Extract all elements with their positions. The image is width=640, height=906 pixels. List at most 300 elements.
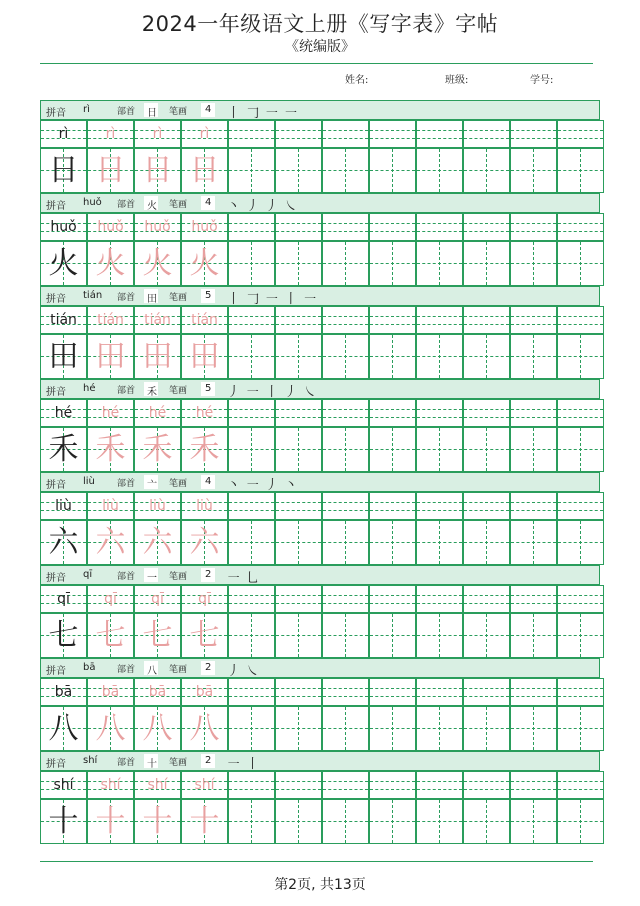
strokes-label: 笔画 bbox=[169, 479, 188, 489]
entry-header bbox=[40, 193, 600, 213]
writing-cell bbox=[40, 241, 87, 286]
writing-cell[interactable] bbox=[510, 148, 557, 193]
character-entry bbox=[40, 565, 600, 658]
trace-character: 禾 bbox=[189, 432, 220, 467]
pinyin-cell[interactable] bbox=[369, 585, 416, 613]
writing-cell bbox=[134, 706, 181, 751]
pinyin-cell[interactable] bbox=[463, 771, 510, 799]
writing-cell[interactable] bbox=[369, 613, 416, 658]
pinyin-cell[interactable] bbox=[228, 213, 275, 241]
pinyin-cell bbox=[40, 213, 87, 241]
character-entry bbox=[40, 658, 600, 751]
trace-character: 六 bbox=[95, 525, 126, 560]
trace-character: 七 bbox=[95, 618, 126, 653]
writing-cell[interactable] bbox=[275, 613, 322, 658]
writing-cell[interactable] bbox=[510, 427, 557, 472]
character-entry bbox=[40, 751, 600, 844]
pinyin-cell bbox=[40, 492, 87, 520]
writing-cell[interactable] bbox=[557, 706, 604, 751]
writing-cell bbox=[87, 334, 134, 379]
trace-pinyin: qī bbox=[151, 591, 164, 607]
entry-pinyin: liù bbox=[83, 476, 95, 487]
trace-pinyin: huǒ bbox=[97, 219, 124, 235]
pinyin-cell[interactable] bbox=[510, 492, 557, 520]
trace-pinyin: rì bbox=[152, 126, 163, 142]
pinyin-cell[interactable] bbox=[557, 492, 604, 520]
pinyin-cell[interactable] bbox=[275, 771, 322, 799]
strokes-label: 笔画 bbox=[169, 758, 188, 768]
pinyin-cell[interactable] bbox=[369, 120, 416, 148]
radical-label: 部首 bbox=[117, 479, 136, 489]
writing-cell[interactable] bbox=[228, 148, 275, 193]
pinyin-cell[interactable] bbox=[557, 399, 604, 427]
pinyin-cell bbox=[40, 678, 87, 706]
pinyin-cell[interactable] bbox=[416, 585, 463, 613]
pinyin-label: 拼音 bbox=[46, 294, 66, 305]
pinyin-cell[interactable] bbox=[228, 120, 275, 148]
trace-character: 十 bbox=[95, 804, 126, 839]
stroke-order: 丶 丿 丿 ㇏ bbox=[227, 199, 299, 214]
pinyin-cell[interactable] bbox=[228, 678, 275, 706]
pinyin-cell[interactable] bbox=[369, 306, 416, 334]
pinyin-cell[interactable] bbox=[275, 678, 322, 706]
trace-pinyin: qī bbox=[198, 591, 211, 607]
trace-pinyin: hé bbox=[195, 405, 214, 421]
pinyin-cell bbox=[181, 399, 228, 427]
pinyin-cell[interactable] bbox=[369, 399, 416, 427]
stroke-order: 丿 ㇏ bbox=[227, 664, 261, 679]
pinyin-label: 拼音 bbox=[46, 201, 66, 212]
stroke-order: 丿 ㇐ 丨 丿 ㇏ bbox=[227, 385, 318, 400]
trace-character: 八 bbox=[95, 711, 126, 746]
writing-cell[interactable] bbox=[369, 427, 416, 472]
pinyin-label: 拼音 bbox=[46, 759, 66, 770]
pinyin-cell[interactable] bbox=[510, 585, 557, 613]
writing-cell bbox=[87, 799, 134, 844]
writing-cell bbox=[40, 148, 87, 193]
writing-cell[interactable] bbox=[275, 520, 322, 565]
model-character: 田 bbox=[48, 339, 79, 374]
pinyin-cell bbox=[87, 399, 134, 427]
pinyin-cell[interactable] bbox=[416, 120, 463, 148]
pinyin-cell bbox=[134, 771, 181, 799]
writing-cell bbox=[181, 334, 228, 379]
writing-cell[interactable] bbox=[557, 799, 604, 844]
trace-character: 日 bbox=[95, 153, 126, 188]
pinyin-cell[interactable] bbox=[557, 120, 604, 148]
pinyin-cell bbox=[134, 678, 181, 706]
trace-pinyin: bā bbox=[101, 684, 120, 700]
entry-radical: 八 bbox=[147, 666, 157, 677]
pinyin-cell[interactable] bbox=[322, 306, 369, 334]
pinyin-cell bbox=[181, 213, 228, 241]
writing-cell[interactable] bbox=[228, 427, 275, 472]
pinyin-cell[interactable] bbox=[228, 492, 275, 520]
writing-cell[interactable] bbox=[228, 799, 275, 844]
class-label: 班级: bbox=[445, 75, 469, 86]
pinyin-cell[interactable] bbox=[275, 213, 322, 241]
entry-stroke-count: 5 bbox=[205, 383, 212, 394]
entry-pinyin: huǒ bbox=[83, 197, 102, 208]
writing-cell[interactable] bbox=[228, 520, 275, 565]
writing-cell[interactable] bbox=[463, 427, 510, 472]
entry-stroke-count: 2 bbox=[205, 662, 212, 673]
writing-cell[interactable] bbox=[416, 706, 463, 751]
writing-cell[interactable] bbox=[228, 706, 275, 751]
writing-cell[interactable] bbox=[322, 520, 369, 565]
entry-pinyin: hé bbox=[83, 383, 96, 394]
strokes-label: 笔画 bbox=[169, 293, 188, 303]
trace-character: 十 bbox=[189, 804, 220, 839]
pinyin-cell[interactable] bbox=[322, 399, 369, 427]
trace-pinyin: bā bbox=[148, 684, 167, 700]
writing-cell bbox=[134, 241, 181, 286]
writing-cell bbox=[134, 520, 181, 565]
pinyin-cell bbox=[40, 120, 87, 148]
entry-header bbox=[40, 751, 600, 771]
pinyin-cell bbox=[87, 492, 134, 520]
trace-pinyin: liù bbox=[102, 498, 119, 514]
writing-cell[interactable] bbox=[557, 334, 604, 379]
pinyin-cell[interactable] bbox=[557, 585, 604, 613]
pinyin-cell bbox=[87, 306, 134, 334]
entry-header bbox=[40, 286, 600, 306]
pinyin-label: 拼音 bbox=[46, 480, 66, 491]
pinyin-cell[interactable] bbox=[322, 771, 369, 799]
writing-cell bbox=[134, 427, 181, 472]
trace-character: 火 bbox=[142, 246, 173, 281]
trace-character: 禾 bbox=[142, 432, 173, 467]
entry-pinyin: qī bbox=[83, 569, 93, 580]
entry-pinyin: shí bbox=[83, 755, 98, 766]
pinyin-cell[interactable] bbox=[322, 678, 369, 706]
pinyin-cell[interactable] bbox=[416, 771, 463, 799]
writing-cell[interactable] bbox=[463, 241, 510, 286]
writing-cell[interactable] bbox=[322, 334, 369, 379]
trace-character: 田 bbox=[142, 339, 173, 374]
model-character: 日 bbox=[48, 153, 79, 188]
entry-header bbox=[40, 565, 600, 585]
entry-stroke-count: 4 bbox=[205, 104, 212, 115]
pinyin-label: 拼音 bbox=[46, 573, 66, 584]
model-pinyin: liù bbox=[55, 498, 72, 514]
writing-cell[interactable] bbox=[416, 241, 463, 286]
strokes-label: 笔画 bbox=[169, 200, 188, 210]
trace-character: 火 bbox=[189, 246, 220, 281]
trace-pinyin: hé bbox=[148, 405, 167, 421]
pinyin-cell[interactable] bbox=[275, 306, 322, 334]
writing-cell[interactable] bbox=[510, 241, 557, 286]
writing-cell bbox=[181, 520, 228, 565]
writing-cell[interactable] bbox=[322, 148, 369, 193]
pinyin-cell bbox=[134, 492, 181, 520]
entry-stroke-count: 4 bbox=[205, 197, 212, 208]
model-character: 六 bbox=[48, 525, 79, 560]
pinyin-cell[interactable] bbox=[557, 306, 604, 334]
writing-cell[interactable] bbox=[275, 334, 322, 379]
pinyin-cell[interactable] bbox=[275, 492, 322, 520]
pinyin-cell[interactable] bbox=[463, 213, 510, 241]
pinyin-cell bbox=[40, 585, 87, 613]
writing-cell[interactable] bbox=[463, 706, 510, 751]
stroke-order: ㇐ 乚 bbox=[227, 571, 261, 586]
character-entry bbox=[40, 472, 600, 565]
writing-cell[interactable] bbox=[369, 799, 416, 844]
entry-radical: 日 bbox=[147, 108, 157, 119]
radical-label: 部首 bbox=[117, 293, 136, 303]
pinyin-cell[interactable] bbox=[510, 399, 557, 427]
character-entry bbox=[40, 100, 600, 193]
pinyin-cell[interactable] bbox=[463, 678, 510, 706]
trace-pinyin: shí bbox=[100, 777, 121, 793]
writing-cell bbox=[134, 613, 181, 658]
trace-pinyin: huǒ bbox=[144, 219, 171, 235]
writing-cell[interactable] bbox=[275, 706, 322, 751]
pinyin-cell[interactable] bbox=[322, 585, 369, 613]
pinyin-cell[interactable] bbox=[369, 678, 416, 706]
pinyin-cell[interactable] bbox=[275, 399, 322, 427]
pinyin-cell bbox=[181, 306, 228, 334]
trace-pinyin: rì bbox=[199, 126, 210, 142]
pinyin-cell[interactable] bbox=[463, 399, 510, 427]
writing-cell[interactable] bbox=[228, 241, 275, 286]
stroke-order: ㇐ 丨 bbox=[227, 757, 261, 772]
writing-cell[interactable] bbox=[463, 334, 510, 379]
trace-character: 田 bbox=[189, 339, 220, 374]
pinyin-cell bbox=[40, 771, 87, 799]
writing-cell[interactable] bbox=[416, 427, 463, 472]
writing-cell bbox=[181, 706, 228, 751]
trace-character: 六 bbox=[142, 525, 173, 560]
pinyin-cell[interactable] bbox=[275, 585, 322, 613]
pinyin-cell[interactable] bbox=[228, 399, 275, 427]
entry-stroke-count: 5 bbox=[205, 290, 212, 301]
pinyin-label: 拼音 bbox=[46, 387, 66, 398]
writing-cell bbox=[87, 613, 134, 658]
pinyin-cell bbox=[40, 399, 87, 427]
writing-cell[interactable] bbox=[557, 520, 604, 565]
radical-label: 部首 bbox=[117, 758, 136, 768]
character-entry bbox=[40, 286, 600, 379]
pinyin-cell[interactable] bbox=[510, 306, 557, 334]
pinyin-cell[interactable] bbox=[416, 492, 463, 520]
pinyin-cell bbox=[134, 399, 181, 427]
writing-cell[interactable] bbox=[275, 799, 322, 844]
pinyin-cell[interactable] bbox=[557, 678, 604, 706]
writing-cell[interactable] bbox=[369, 520, 416, 565]
entry-radical: 禾 bbox=[147, 387, 157, 398]
pinyin-cell bbox=[181, 678, 228, 706]
strokes-label: 笔画 bbox=[169, 572, 188, 582]
pinyin-cell bbox=[87, 678, 134, 706]
writing-cell[interactable] bbox=[510, 520, 557, 565]
trace-character: 八 bbox=[142, 711, 173, 746]
writing-cell[interactable] bbox=[322, 241, 369, 286]
writing-cell bbox=[87, 148, 134, 193]
writing-cell bbox=[87, 520, 134, 565]
writing-cell bbox=[87, 241, 134, 286]
pinyin-cell[interactable] bbox=[322, 120, 369, 148]
entry-header bbox=[40, 100, 600, 120]
model-character: 七 bbox=[48, 618, 79, 653]
writing-cell bbox=[181, 799, 228, 844]
pinyin-cell bbox=[181, 120, 228, 148]
writing-cell[interactable] bbox=[369, 148, 416, 193]
writing-cell[interactable] bbox=[275, 148, 322, 193]
entry-stroke-count: 4 bbox=[205, 476, 212, 487]
writing-cell bbox=[87, 706, 134, 751]
pinyin-cell[interactable] bbox=[416, 678, 463, 706]
pinyin-cell[interactable] bbox=[275, 120, 322, 148]
strokes-label: 笔画 bbox=[169, 386, 188, 396]
writing-cell[interactable] bbox=[463, 613, 510, 658]
entry-radical: 亠 bbox=[147, 480, 157, 491]
pinyin-cell[interactable] bbox=[416, 399, 463, 427]
writing-cell[interactable] bbox=[416, 799, 463, 844]
pinyin-cell[interactable] bbox=[557, 771, 604, 799]
writing-cell[interactable] bbox=[463, 148, 510, 193]
entry-stroke-count: 2 bbox=[205, 569, 212, 580]
trace-pinyin: shí bbox=[194, 777, 215, 793]
page-title: 2024一年级语文上册《写字表》字帖 bbox=[141, 12, 499, 36]
pinyin-label: 拼音 bbox=[46, 666, 66, 677]
pinyin-cell[interactable] bbox=[228, 771, 275, 799]
writing-cell[interactable] bbox=[416, 613, 463, 658]
model-pinyin: huǒ bbox=[50, 219, 77, 235]
trace-character: 田 bbox=[95, 339, 126, 374]
pinyin-cell bbox=[181, 585, 228, 613]
practice-sheet bbox=[40, 100, 600, 844]
trace-pinyin: huǒ bbox=[191, 219, 218, 235]
trace-character: 火 bbox=[95, 246, 126, 281]
stroke-order: 丶 ㇐ 丿 丶 bbox=[227, 478, 299, 493]
writing-cell[interactable] bbox=[322, 427, 369, 472]
entry-header bbox=[40, 379, 600, 399]
pinyin-cell bbox=[134, 585, 181, 613]
model-pinyin: rì bbox=[58, 126, 69, 142]
writing-cell bbox=[134, 148, 181, 193]
writing-cell[interactable] bbox=[369, 241, 416, 286]
strokes-label: 笔画 bbox=[169, 107, 188, 117]
pinyin-cell[interactable] bbox=[416, 306, 463, 334]
page-number: 第2页, 共13页 bbox=[274, 877, 366, 893]
pinyin-cell[interactable] bbox=[510, 213, 557, 241]
pinyin-cell[interactable] bbox=[510, 771, 557, 799]
writing-cell[interactable] bbox=[416, 148, 463, 193]
trace-pinyin: tián bbox=[144, 312, 171, 328]
pinyin-cell[interactable] bbox=[463, 492, 510, 520]
writing-cell bbox=[40, 613, 87, 658]
model-pinyin: tián bbox=[50, 312, 77, 328]
pinyin-cell[interactable] bbox=[228, 306, 275, 334]
pinyin-cell bbox=[181, 771, 228, 799]
pinyin-cell[interactable] bbox=[463, 306, 510, 334]
pinyin-cell bbox=[181, 492, 228, 520]
writing-cell[interactable] bbox=[557, 148, 604, 193]
model-character: 八 bbox=[48, 711, 79, 746]
top-divider bbox=[40, 63, 593, 64]
writing-cell[interactable] bbox=[510, 613, 557, 658]
writing-cell[interactable] bbox=[228, 334, 275, 379]
pinyin-cell[interactable] bbox=[322, 492, 369, 520]
stroke-order: 丨 𠃌 ㇐ 丨 ㇐ bbox=[227, 292, 318, 307]
writing-cell[interactable] bbox=[228, 613, 275, 658]
pinyin-cell bbox=[87, 213, 134, 241]
writing-cell[interactable] bbox=[557, 613, 604, 658]
writing-cell bbox=[87, 427, 134, 472]
writing-cell[interactable] bbox=[510, 799, 557, 844]
radical-label: 部首 bbox=[117, 665, 136, 675]
entry-radical: 田 bbox=[147, 294, 157, 305]
pinyin-cell[interactable] bbox=[228, 585, 275, 613]
trace-character: 七 bbox=[142, 618, 173, 653]
pinyin-cell[interactable] bbox=[510, 678, 557, 706]
writing-cell bbox=[40, 520, 87, 565]
stroke-order: 丨 𠃌 ㇐ ㇐ bbox=[227, 106, 299, 121]
radical-label: 部首 bbox=[117, 107, 136, 117]
writing-cell[interactable] bbox=[416, 334, 463, 379]
entry-radical: 十 bbox=[147, 759, 157, 770]
writing-cell[interactable] bbox=[322, 706, 369, 751]
radical-label: 部首 bbox=[117, 386, 136, 396]
writing-cell bbox=[181, 148, 228, 193]
trace-pinyin: bā bbox=[195, 684, 214, 700]
trace-character: 十 bbox=[142, 804, 173, 839]
writing-cell bbox=[40, 706, 87, 751]
writing-cell[interactable] bbox=[463, 520, 510, 565]
trace-character: 禾 bbox=[95, 432, 126, 467]
writing-cell[interactable] bbox=[322, 613, 369, 658]
writing-cell bbox=[40, 427, 87, 472]
writing-cell[interactable] bbox=[416, 520, 463, 565]
trace-pinyin: rì bbox=[105, 126, 116, 142]
pinyin-label: 拼音 bbox=[46, 108, 66, 119]
bottom-divider bbox=[40, 861, 593, 862]
pinyin-cell[interactable] bbox=[369, 492, 416, 520]
writing-cell[interactable] bbox=[275, 427, 322, 472]
pinyin-cell[interactable] bbox=[463, 120, 510, 148]
pinyin-cell[interactable] bbox=[463, 585, 510, 613]
radical-label: 部首 bbox=[117, 572, 136, 582]
pinyin-cell[interactable] bbox=[510, 120, 557, 148]
pinyin-cell bbox=[134, 213, 181, 241]
trace-pinyin: qī bbox=[104, 591, 117, 607]
writing-cell[interactable] bbox=[557, 427, 604, 472]
writing-cell[interactable] bbox=[463, 799, 510, 844]
writing-cell[interactable] bbox=[275, 241, 322, 286]
writing-cell bbox=[40, 799, 87, 844]
writing-cell[interactable] bbox=[510, 334, 557, 379]
writing-cell[interactable] bbox=[369, 334, 416, 379]
pinyin-cell[interactable] bbox=[369, 213, 416, 241]
writing-cell[interactable] bbox=[369, 706, 416, 751]
character-entry bbox=[40, 193, 600, 286]
writing-cell bbox=[134, 799, 181, 844]
entry-radical: 火 bbox=[147, 201, 157, 212]
pinyin-cell bbox=[40, 306, 87, 334]
character-entry bbox=[40, 379, 600, 472]
strokes-label: 笔画 bbox=[169, 665, 188, 675]
entry-radical: 一 bbox=[147, 573, 157, 584]
pinyin-cell[interactable] bbox=[322, 213, 369, 241]
writing-cell[interactable] bbox=[557, 241, 604, 286]
id-label: 学号: bbox=[530, 75, 554, 86]
pinyin-cell[interactable] bbox=[416, 213, 463, 241]
pinyin-cell[interactable] bbox=[369, 771, 416, 799]
writing-cell[interactable] bbox=[322, 799, 369, 844]
pinyin-cell[interactable] bbox=[557, 213, 604, 241]
writing-cell[interactable] bbox=[510, 706, 557, 751]
